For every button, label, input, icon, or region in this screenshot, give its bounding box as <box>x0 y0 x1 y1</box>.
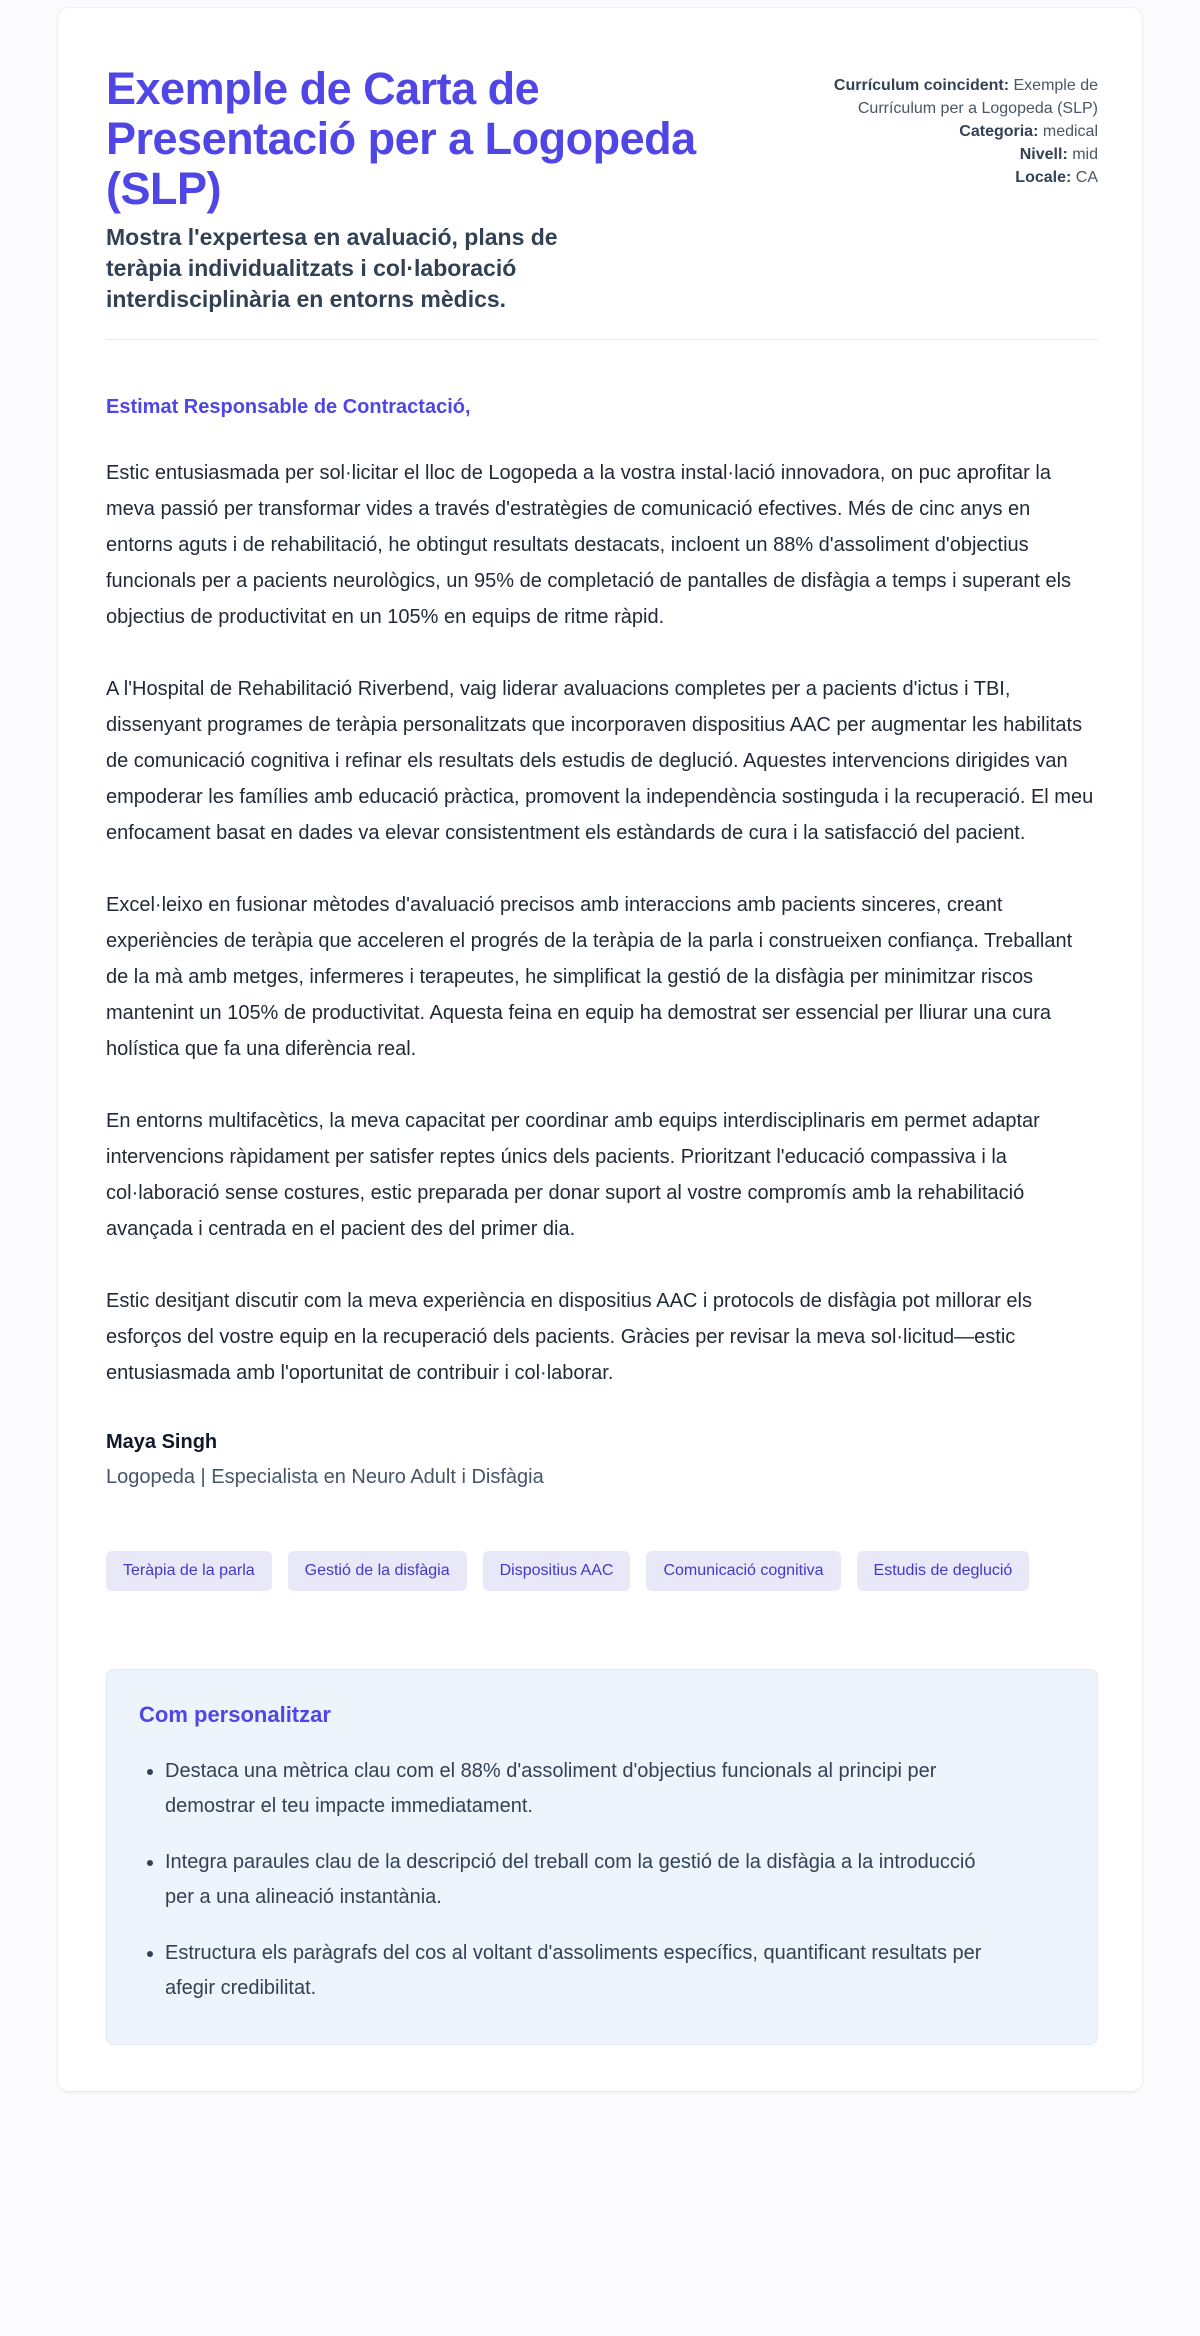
skill-tags <box>106 1551 1098 1591</box>
meta-value-category: medical <box>1042 123 1098 140</box>
letter-paragraph: Estic entusiasmada per sol·licitar el lloc de Logopeda a la vostra instal·lació innovadora, on puc aprofitar la meva passió per transformar vides a través d'estratègies de comunicació efectives. Més de cinc anys en entorns aguts i de rehabilitació, he obtingut resultats destacats, incloent un 88% d'assoliment d'objectius funcionals per a pacients neurològics, un 95% de completació de pantalles de disfàgia a temps i superant els objectius de productivitat en un 105% en equips de ritme ràpid. <box>106 462 1072 628</box>
letter-body <box>106 439 1098 1391</box>
header <box>106 64 1098 315</box>
tips-heading: Com personalitzar <box>139 1702 331 1727</box>
signature-name: Maya Singh <box>106 1431 218 1453</box>
letter-paragraph: Estic desitjant discutir com la meva experiència en dispositius AAC i protocols de disfàgia pot millorar els esforços del vostre equip en la recuperació dels pacients. Gràcies per revisar la meva sol·licitud—estic entusiasmada amb l'oportunitat de contribuir i col·laborar. <box>106 1290 1032 1384</box>
meta-row-resume <box>826 74 1098 120</box>
header-left <box>106 64 802 315</box>
tip-item: • Destaca una mètrica clau com el 88% d'assoliment d'objectius funcionals al principi per demostrar el teu impacte immediatament. <box>165 1754 999 1824</box>
skill-tag: Teràpia de la parla <box>106 1551 272 1591</box>
tip-item: • Integra paraules clau de la descripció del treball com la gestió de la disfàgia a la introducció per a una alineació instantània. <box>165 1845 999 1915</box>
meta-label-resume: Currículum coincident: <box>833 77 1010 94</box>
meta-row-level <box>826 143 1098 166</box>
meta-panel <box>826 64 1098 189</box>
signature-title: Logopeda | Especialista en Neuro Adult i Disfàgia <box>106 1466 544 1488</box>
meta-value-level: mid <box>1072 146 1098 163</box>
letter-paragraph: A l'Hospital de Rehabilitació Riverbend, vaig liderar avaluacions completes per a pacients d'ictus i TBI, dissenyant programes de teràpia personalitzats que incorporaven dispositius AAC per augmentar les habilitats de comunicació cognitiva i refinar els resultats dels estudis de deglució. Aquestes intervencions dirigides van empoderar les famílies amb educació pràctica, promovent la independència sostinguda i la recuperació. El meu enfocament basat en dades va elevar consistentment els estàndards de cura i la satisfacció del pacient. <box>106 678 1094 844</box>
page-subtitle: Mostra l'expertesa en avaluació, plans de teràpia individualitzats i col·laboració interdisciplinària en entorns mèdics. <box>106 224 558 312</box>
signature-block <box>106 1431 1098 1489</box>
tip-item: • Estructura els paràgrafs del cos al voltant d'assoliments específics, quantificant resultats per afegir credibilitat. <box>165 1936 999 2006</box>
letter-paragraph: En entorns multifacètics, la meva capacitat per coordinar amb equips interdisciplinaris em permet adaptar intervencions ràpidament per satisfer reptes únics dels pacients. Prioritzant l'educació compassiva i la col·laboració sense costures, estic preparada per donar suport al vostre compromís amb la rehabilitació avançada i centrada en el pacient des del primer dia. <box>106 1110 1040 1240</box>
customization-tips-box <box>106 1669 1098 2045</box>
letter-greeting: Estimat Responsable de Contractació, <box>106 396 471 418</box>
meta-value-locale: CA <box>1075 169 1098 186</box>
meta-row-locale <box>826 166 1098 189</box>
meta-label-level: Nivell: <box>1019 146 1068 163</box>
skill-tag: Comunicació cognitiva <box>646 1551 840 1591</box>
meta-row-category <box>826 120 1098 143</box>
skill-tag: Estudis de deglució <box>857 1551 1030 1591</box>
skill-tag: Dispositius AAC <box>483 1551 631 1591</box>
tips-list <box>139 1754 999 2006</box>
meta-label-locale: Locale: <box>1015 169 1072 186</box>
meta-value-resume: Exemple de Currículum per a Logopeda (SLP) <box>857 77 1098 117</box>
letter-paragraph: Excel·leixo en fusionar mètodes d'avaluació precisos amb interaccions amb pacients sinceres, creant experiències de teràpia que acceleren el progrés de la teràpia de la parla i construeixen confiança. Treballant de la mà amb metges, infermeres i terapeutes, he simplificat la gestió de la disfàgia per minimitzar riscos mantenint un 105% de productivitat. Aquesta feina en equip ha demostrat ser essencial per lliurar una cura holística que fa una diferència real. <box>106 894 1073 1060</box>
meta-label-category: Categoria: <box>959 123 1039 140</box>
skill-tag: Gestió de la disfàgia <box>288 1551 467 1591</box>
page-title: Exemple de Carta de Presentació per a Logopeda (SLP) <box>106 63 696 214</box>
cover-letter-card <box>58 8 1142 2091</box>
header-divider <box>106 339 1098 340</box>
